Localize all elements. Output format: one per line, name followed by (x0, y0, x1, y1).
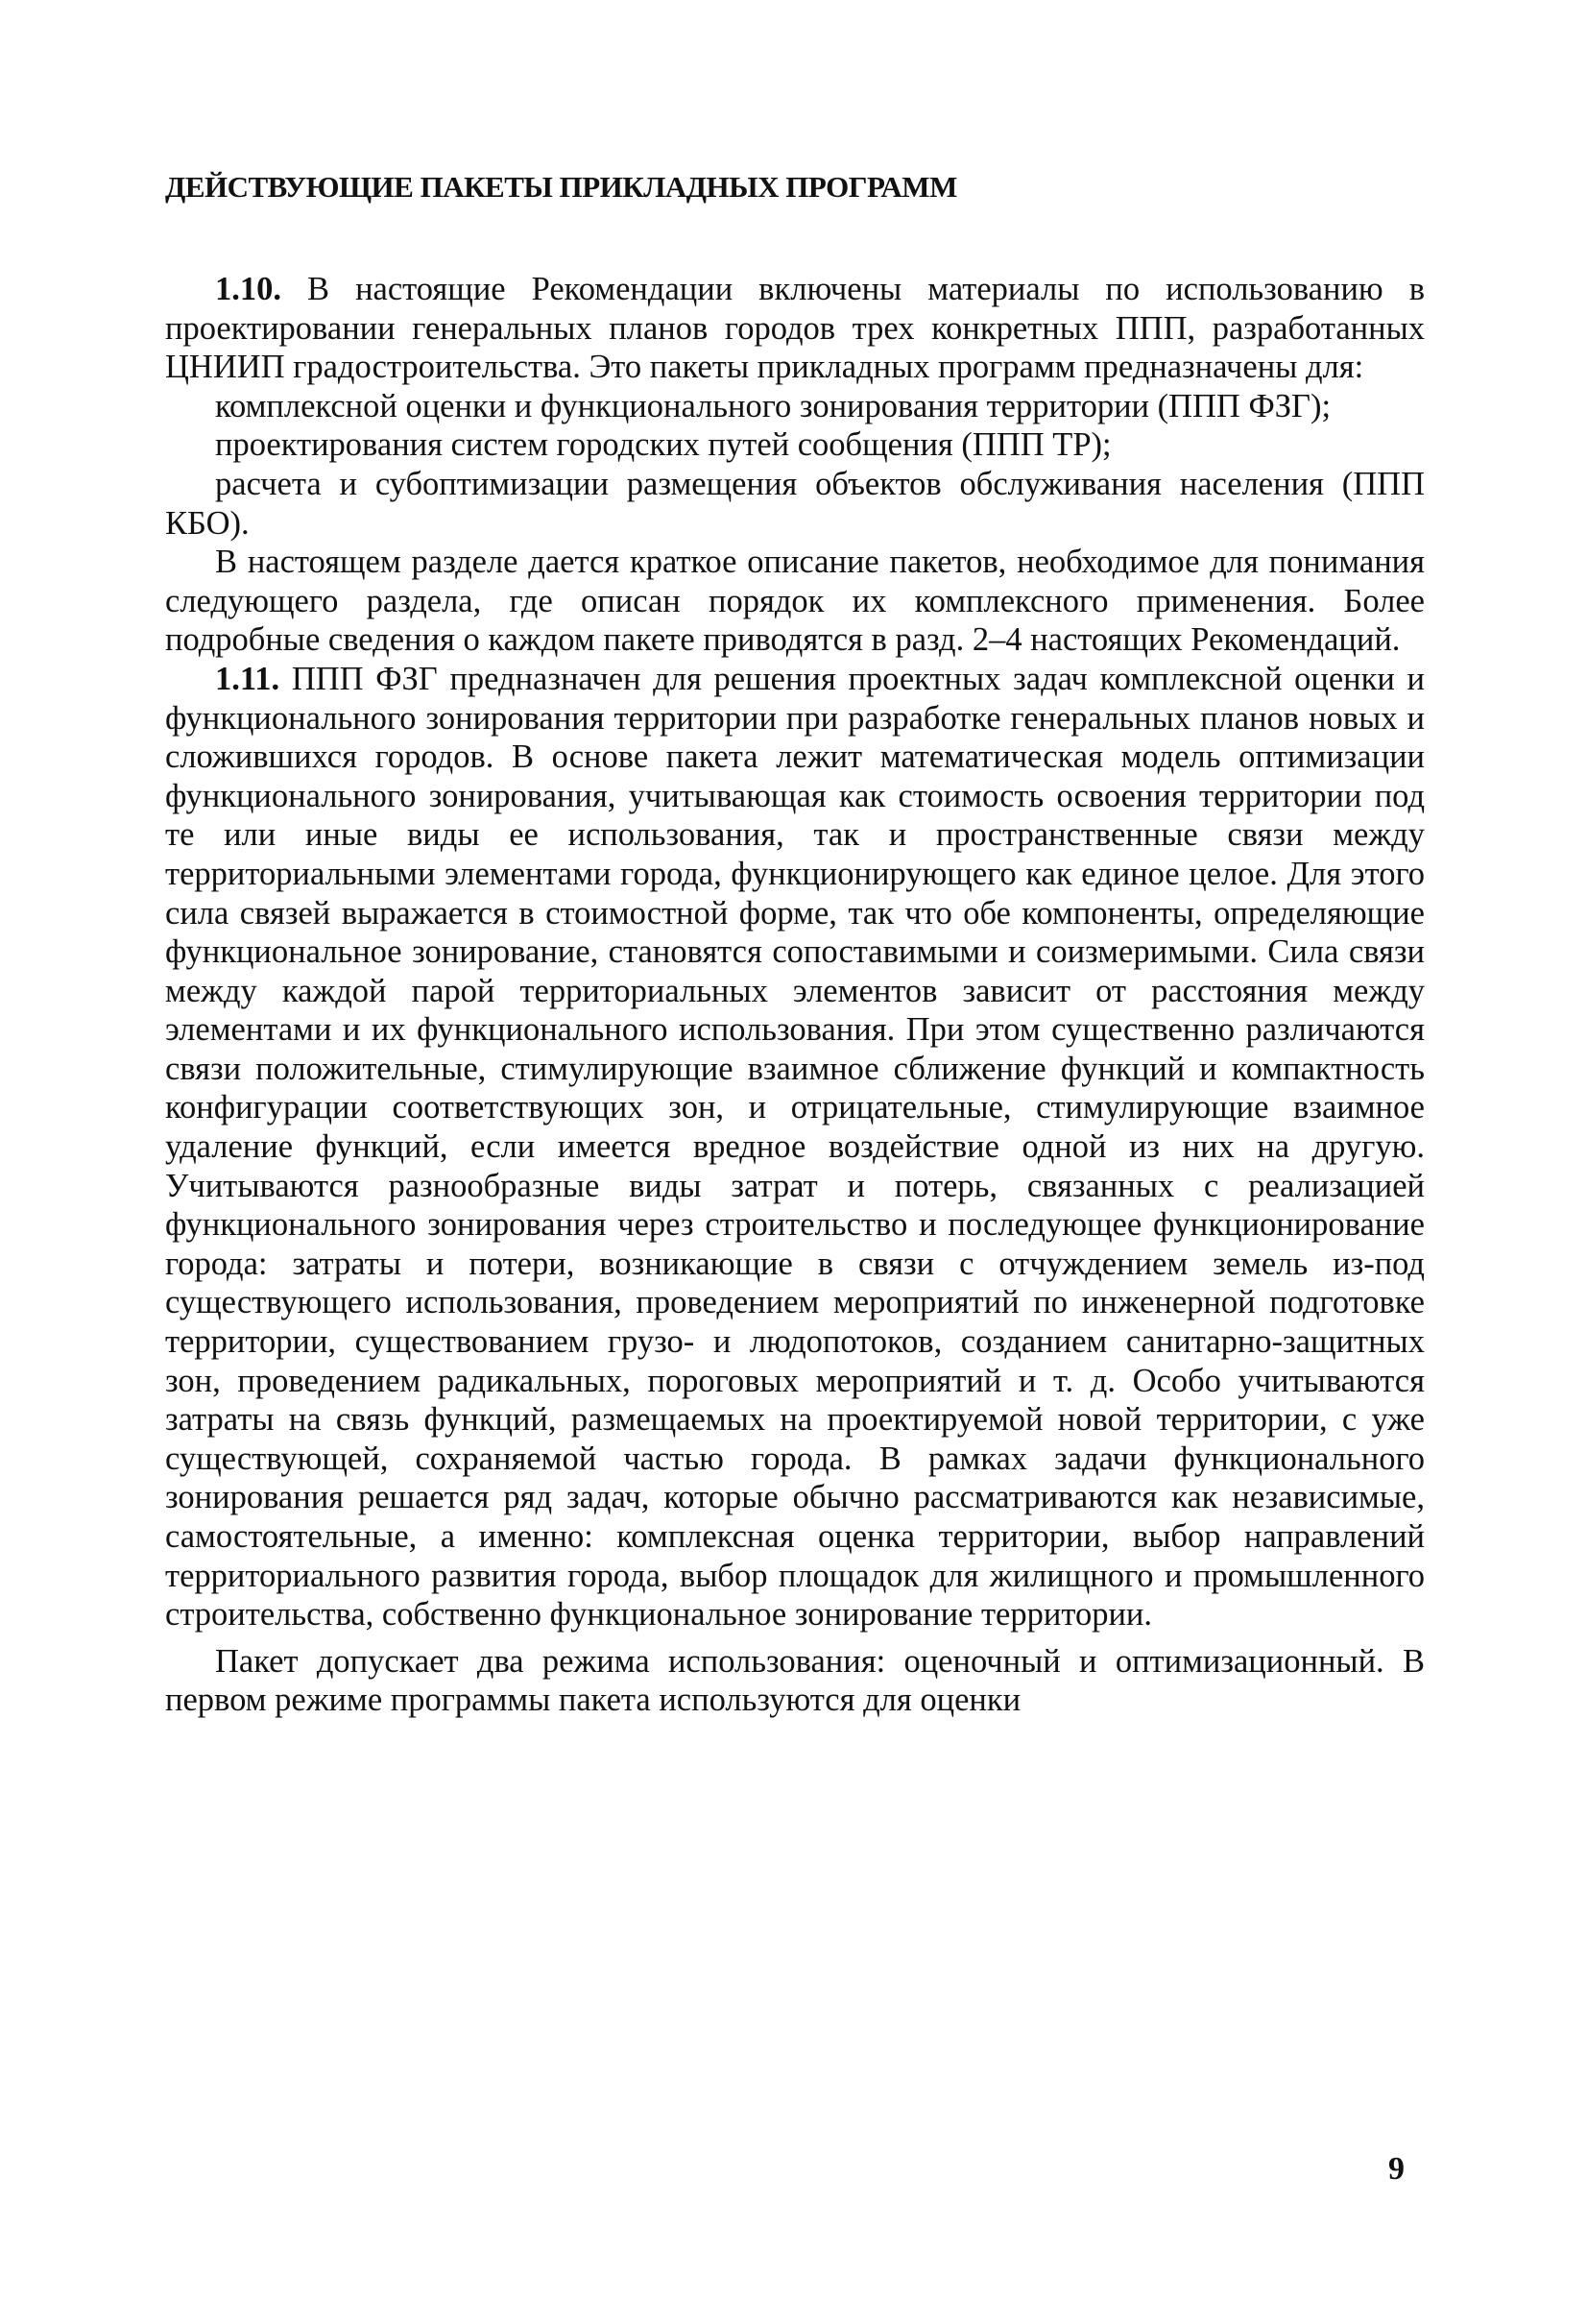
list-item-text: проектирования систем городских путей сообщения (ППП ТР); (215, 426, 1112, 464)
page-content (165, 168, 1425, 1720)
paragraph-1-11 (165, 660, 1425, 1634)
paragraph-overview (165, 543, 1425, 660)
page-number: 9 (1388, 2151, 1405, 2187)
list-item-text: расчета и субоптимизации размещения объектов обслуживания населения (ППП КБО). (165, 465, 1425, 542)
paragraph-number: 1.10. (215, 271, 281, 307)
paragraph-text: Пакет допускает два режима использования: оценочный и оптимизационный. В первом режиме программы пакета используются для оценки (165, 1642, 1425, 1719)
paragraph-text: В настоящем разделе дается краткое описание пакетов, необходимое для понимания следующего раздела, где описан порядок их комплексного применения. Более подробные сведения о каждом пакете приводятся в разд. 2–4 настоящих Рекомендаций. (165, 544, 1425, 659)
section-heading: ДЕЙСТВУЮЩИЕ ПАКЕТЫ ПРИКЛАДНЫХ ПРОГРАММ (165, 170, 957, 204)
paragraph-number: 1.11. (215, 660, 280, 697)
paragraph-text: ППП ФЗГ предназначен для решения проектных задач комплексной оценки и функционального зонирования территории при разработке генеральных планов новых и сложившихся городов. В основе пакета лежит математическая модель оптимизации функционального зонирования, учитывающая как стоимость освоения территории под те или иные виды ее использования, так и пространственные связи между территориальными элементами города, функционирующего как единое целое. Для этого сила связей выражается в стоимостной форме, так что обе компоненты, определяющие функциональное зонирование, становятся сопоставимыми и соизмеримыми. Сила связи между каждой парой территориальных элементов зависит от расстояния между элементами и их функционального использования. При этом существенно различаются связи положительные, стимулирующие взаимное сближение функций и компактность конфигурации соответствующих зон, и отрицательные, стимулирующие взаимное удаление функций, если имеется вредное воздействие одной из них на другую. Учитываются разнообразные виды затрат и потерь, связанных с реализацией функционального зонирования через строительство и последующее функционирование города: затраты и потери, возникающие в связи с отчуждением земель из-под существующего использования, проведением мероприятий по инженерной подготовке территории, существованием грузо- и людопотоков, созданием санитарно-защитных зон, проведением радикальных, пороговых мероприятий и т. д. Особо учитываются затраты на связь функций, размещаемых на проектируемой новой территории, с уже существующей, сохраняемой частью города. В рамках задачи функционального зонирования решается ряд задач, которые обычно рассматриваются как независимые, самостоятельные, а именно: комплексная оценка территории, выбор направлений территориального развития города, выбор площадок для жилищного и промышленного строительства, собственно функциональное зонирование территории. (165, 660, 1425, 1634)
paragraph-1-10 (165, 270, 1425, 387)
list-item-text: комплексной оценки и функционального зонирования территории (ППП ФЗГ); (215, 387, 1332, 424)
list-item-tr (165, 425, 1425, 465)
paragraph-modes (165, 1642, 1425, 1720)
list-item-kbo (165, 465, 1425, 543)
paragraph-text: В настоящие Рекомендации включены материалы по использованию в проектировании генеральных планов городов трех конкретных ППП, разработанных ЦНИИП градостроительства. Это пакеты прикладных программ предназначены для: (165, 271, 1426, 386)
body-text (165, 270, 1425, 1720)
list-item-fzg (165, 387, 1425, 426)
